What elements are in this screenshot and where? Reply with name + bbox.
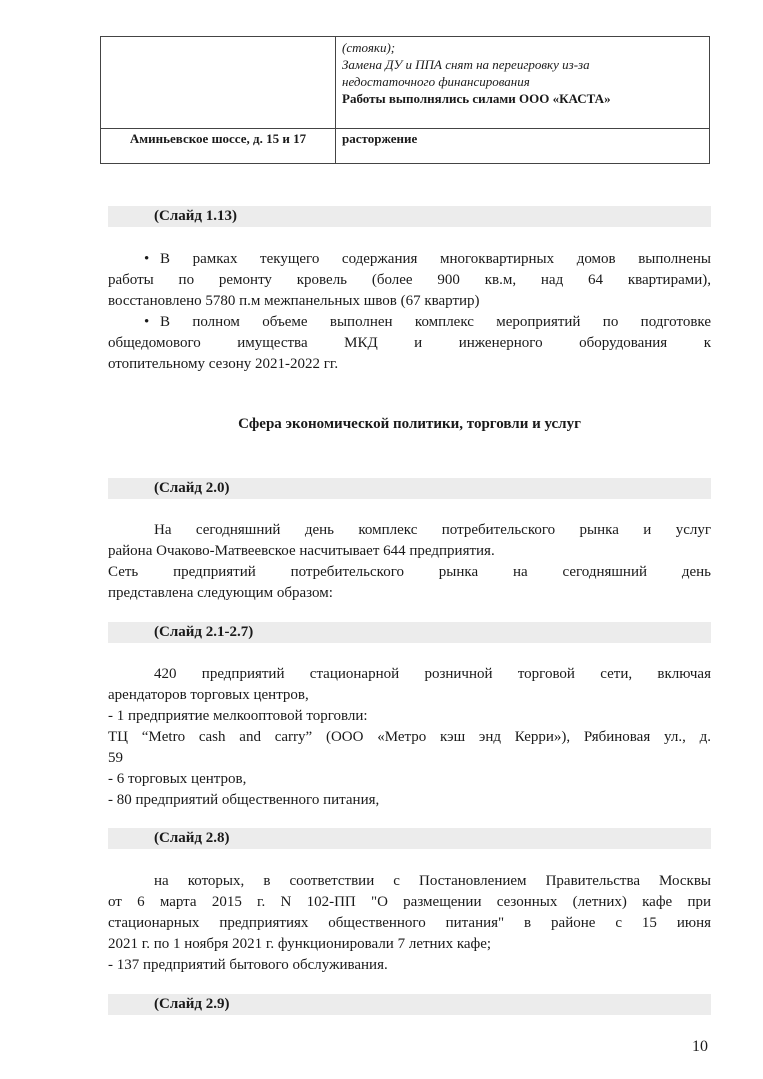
slide-label: (Слайд 2.1-2.7): [108, 622, 711, 643]
section-heading: Сфера экономической политики, торговли и услуг: [238, 416, 581, 432]
slide-label: (Слайд 2.8): [108, 828, 711, 849]
paragraph-cafes: на которых, в соответствии с Постановлением Правительства Москвы от 6 марта 2015 г. N 102-ПП "О размещении сезонных (летних) кафе при стационарных предприятиях общественного питания" в районе с 15 июня 2021 г. по 1 ноября 2021 г. функционировали 7 летних кафе; - 137 предприятий бытового обслуживания.: [108, 873, 711, 973]
table-cell-empty: [101, 37, 336, 129]
table-status: расторжение: [336, 129, 710, 164]
bullet-paragraph-roofs: • В рамках текущего содержания многоквартирных домов выполнены работы по ремонту кровель (более 900 кв.м, над 64 квартирами), восстановлено 5780 п.м межпанельных швов (67 квартир) • В полном объеме выполнен комплекс мероприятий по подготовке общедомового имущества МКД и инженерного оборудования к отопительному сезону 2021-2022 гг.: [108, 249, 711, 375]
table-note-line: (стояки);: [342, 40, 396, 55]
list-item: • В рамках текущего содержания многоквартирных домов выполнены: [108, 249, 711, 270]
slide-label: (Слайд 1.13): [108, 206, 711, 227]
table-note-line: недостаточного финансирования: [342, 74, 530, 89]
slide-label: (Слайд 2.9): [108, 994, 711, 1015]
works-table: [100, 36, 710, 164]
table-note-line: Замена ДУ и ППА снят на переигровку из-за: [342, 57, 590, 72]
table-cell-notes: [336, 37, 710, 129]
table-contractor-line: Работы выполнялись силами ООО «КАСТА»: [342, 91, 611, 106]
paragraph-retail: 420 предприятий стационарной розничной торговой сети, включая арендаторов торговых центров, - 1 предприятие мелкооптовой торговли: ТЦ “Metro cash and carry” (ООО «Метро кэш энд Керри»), Рябиновая ул., д. 59 - 6 торговых центров, - 80 предприятий общественного питания,: [108, 666, 711, 808]
table-address: Аминьевское шоссе, д. 15 и 17: [101, 129, 336, 164]
slide-label: (Слайд 2.0): [108, 478, 711, 499]
list-item: • В полном объеме выполнен комплекс мероприятий по подготовке: [108, 312, 711, 333]
page-number: 10: [692, 1038, 708, 1055]
paragraph-market-overview: На сегодняшний день комплекс потребительского рынка и услуг района Очаково-Матвеевское насчитывает 644 предприятия. Сеть предприятий потребительского рынка на сегодняшний день представлена следующим образом:: [108, 522, 711, 601]
